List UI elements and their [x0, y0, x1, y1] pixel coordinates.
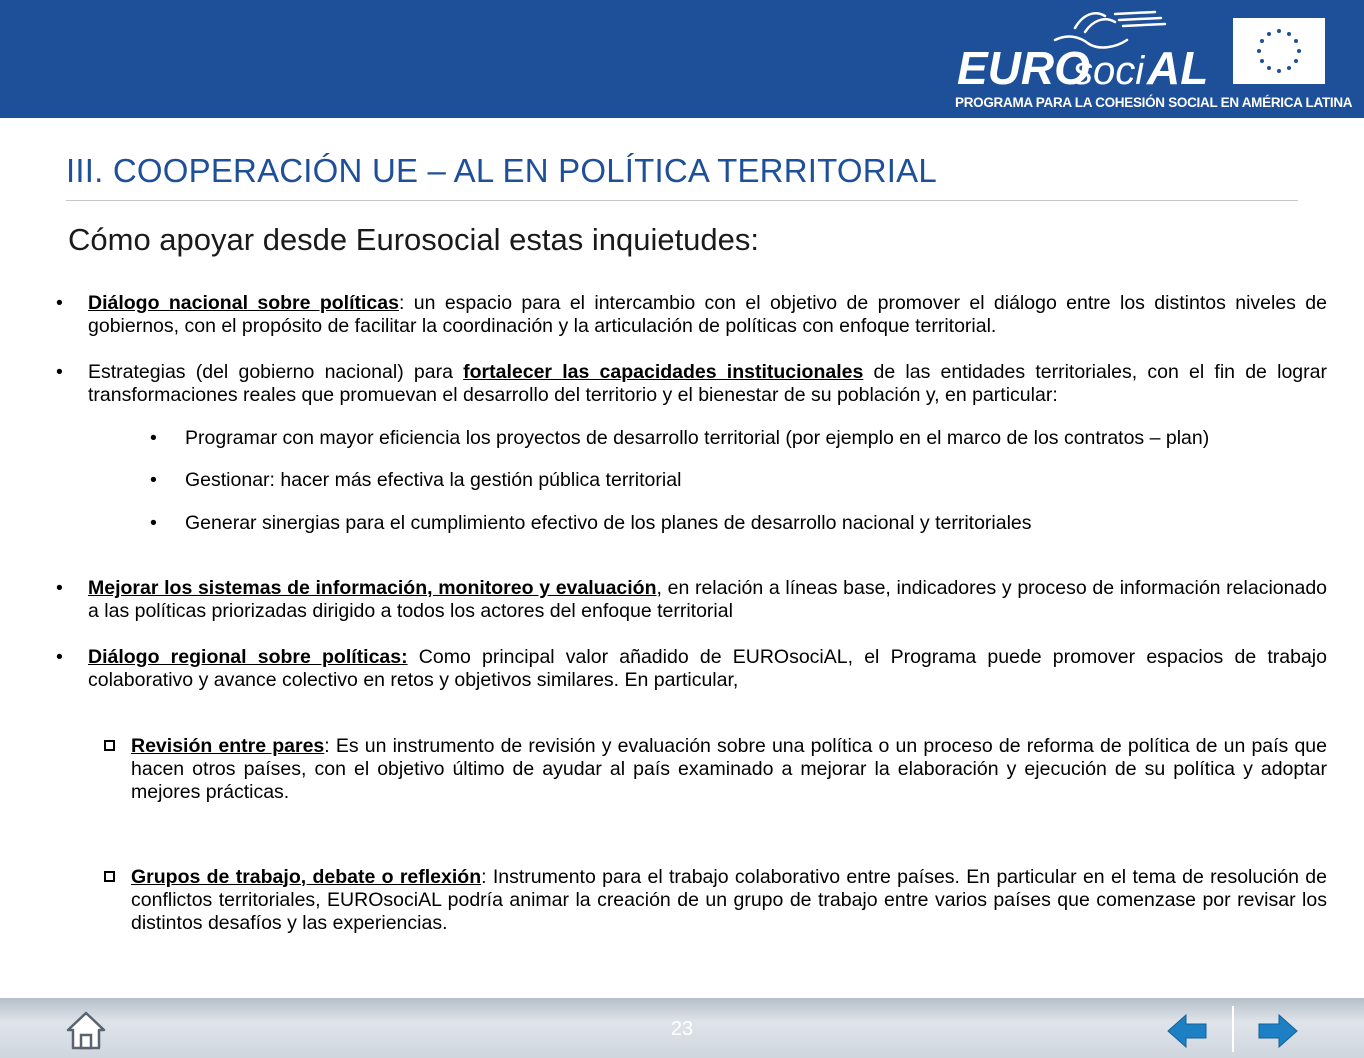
checkbox-bullet-item: [56, 866, 1327, 935]
eu-flag: [1233, 18, 1325, 84]
bullet-icon: •: [56, 292, 63, 314]
bullet-key: Revisión entre pares: [131, 734, 325, 757]
arrow-left-icon[interactable]: [1166, 1012, 1208, 1050]
svg-text:AL: AL: [1147, 42, 1209, 90]
square-bullet-icon: [104, 871, 115, 882]
sub-bullet-text: Gestionar: hacer más efectiva la gestión pública territorial: [185, 469, 682, 491]
bullet-item: [56, 646, 1327, 692]
sub-bullet-item: [56, 512, 1327, 535]
bullet-icon: •: [56, 646, 63, 668]
bullet-key: Mejorar los sistemas de información, monitoreo y evaluación: [88, 577, 657, 599]
slide-body: [56, 292, 1327, 954]
page-number: 23: [670, 1018, 694, 1040]
sub-bullet-text: Generar sinergias para el cumplimiento efectivo de los planes de desarrollo nacional y territoriales: [185, 511, 1032, 534]
arrow-right-icon[interactable]: [1257, 1012, 1299, 1050]
svg-text:soci: soci: [1073, 49, 1145, 90]
bullet-text-pre: Estrategias (del gobierno nacional) para: [88, 361, 464, 383]
eurosocial-logo: [955, 6, 1225, 90]
sub-bullet-text: Programar con mayor eficiencia los proyectos de desarrollo territorial (por ejemplo en el marco de los contratos – plan): [185, 426, 1210, 449]
sub-bullet-item: [56, 427, 1327, 450]
bullet-key: fortalecer las capacidades institucionales: [463, 361, 864, 383]
bullet-key: Grupos de trabajo, debate o reflexión: [131, 865, 482, 888]
program-tagline: PROGRAMA PARA LA COHESIÓN SOCIAL EN AMÉRICA LATINA: [955, 95, 1353, 110]
bullet-item: [56, 361, 1327, 407]
square-bullet-icon: [104, 740, 115, 751]
bullet-icon: •: [56, 361, 63, 383]
bullet-icon: •: [150, 426, 157, 449]
bullet-text: : Instrumento para el trabajo colaborativo entre países. En particular en el tema de resolución de conflictos territoriales, EUROsociAL podría animar la creación de un grupo de trabajo entre varios países que comenzase por revisar los distintos desafíos y las experiencias.: [131, 865, 1327, 934]
home-icon[interactable]: [64, 1008, 108, 1052]
sub-bullet-item: [56, 469, 1327, 492]
bullet-item: [56, 577, 1327, 623]
bullet-icon: •: [150, 469, 157, 491]
svg-text:EURO: EURO: [957, 42, 1090, 90]
slide-subtitle: Cómo apoyar desde Eurosocial estas inquietudes:: [68, 222, 760, 257]
bullet-key: Diálogo regional sobre políticas:: [88, 646, 408, 668]
nav-separator: [1232, 1006, 1234, 1052]
bullet-text: : un espacio para el intercambio con el objetivo de promover el diálogo entre los distintos niveles de gobiernos, con el propósito de facilitar la coordinación y la articulación de políticas con enfoque territorial.: [88, 292, 1327, 337]
bullet-item: [56, 292, 1327, 338]
bullet-text: : Es un instrumento de revisión y evaluación sobre una política o un proceso de reforma de política de un país que hacen otros países, con el objetivo último de ayudar al país examinado a mejorar la elaboración y ejecución de su política y adoptar mejores prácticas.: [131, 734, 1327, 803]
bullet-icon: •: [56, 577, 63, 599]
header-banner: [0, 0, 1364, 118]
slide-title: III. COOPERACIÓN UE – AL EN POLÍTICA TERRITORIAL: [66, 152, 937, 189]
checkbox-bullet-item: [56, 735, 1327, 804]
bullet-text: , en relación a líneas base, indicadores y proceso de información relacionado a las políticas priorizadas dirigido a todos los actores del enfoque territorial: [88, 577, 1328, 622]
bullet-key: Diálogo nacional sobre políticas: [88, 292, 399, 314]
bullet-text: de las entidades territoriales, con el fin de lograr transformaciones reales que promuevan el desarrollo del territorio y el bienestar de su población y, en particular:: [88, 361, 1327, 406]
bullet-icon: •: [150, 511, 157, 534]
bullet-text: Como principal valor añadido de EUROsociAL, el Programa puede promover espacios de trabajo colaborativo y avance colectivo en retos y objetivos similares. En particular,: [88, 646, 1327, 691]
title-divider: [66, 200, 1298, 201]
